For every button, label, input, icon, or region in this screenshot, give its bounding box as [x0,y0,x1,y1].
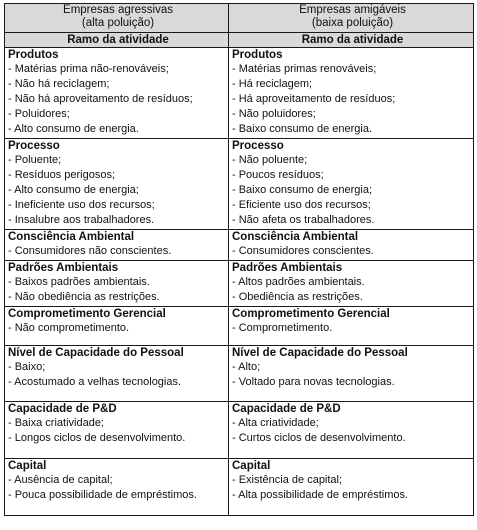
table-row [5,261,474,307]
category-label: Comprometimento Gerencial [232,308,390,320]
list-item: - Alto consumo de energia; [8,184,139,196]
cell-left [5,230,229,261]
category-label: Nível de Capacidade do Pessoal [8,347,184,359]
cell-left [5,402,229,459]
list-item: - Altos padrões ambientais. [232,276,365,288]
list-item: - Insalubre aos trabalhadores. [8,214,155,226]
table-row [5,48,474,139]
list-item: - Não há reciclagem; [8,78,110,90]
cell-left [5,48,229,139]
table-row [5,307,474,346]
category-label: Capital [8,460,47,472]
list-item: - Ausência de capital; [8,474,113,486]
category-label: Processo [232,140,284,152]
list-item: - Baixo consumo de energia. [232,123,373,135]
header-friendly-line2: (baixa poluição) [311,17,394,29]
cell-left [5,261,229,307]
list-item: - Baixos padrões ambientais. [8,276,150,288]
cell-right [229,139,474,230]
list-item: - Ineficiente uso dos recursos; [8,199,155,211]
category-label: Capacidade de P&D [232,403,341,415]
list-item: - Consumidores conscientes. [232,245,374,257]
cell-left [5,459,229,516]
category-label: Consciência Ambiental [232,231,359,243]
category-label: Comprometimento Gerencial [8,308,166,320]
list-item: - Há reciclagem; [232,78,313,90]
category-label: Consciência Ambiental [8,231,135,243]
list-item: - Poucos resíduos; [232,169,324,181]
cell-left [5,139,229,230]
list-item: - Baixa criatividade; [8,417,104,429]
list-item: - Alta possibilidade de empréstimos. [232,489,409,501]
table-row [5,139,474,230]
category-label: Produtos [8,49,59,61]
list-item: - Pouca possibilidade de empréstimos. [8,489,197,501]
cell-right [229,346,474,402]
list-item: - Eficiente uso dos recursos; [232,199,371,211]
header-aggressive [5,4,229,33]
list-item: - Baixo; [8,361,46,373]
cell-left [5,346,229,402]
list-item: - Poluidores; [8,108,70,120]
table-row [5,402,474,459]
cell-right [229,48,474,139]
list-item: - Acostumado a velhas tecnologias. [8,376,182,388]
list-item: - Não obediência as restrições. [8,291,160,303]
cell-right [229,459,474,516]
list-item: - Resíduos perigosos; [8,169,115,181]
list-item: - Curtos ciclos de desenvolvimento. [232,432,406,444]
list-item: - Alto; [232,361,261,373]
list-item: - Não poluente; [232,154,308,166]
category-label: Capacidade de P&D [8,403,117,415]
header-aggressive-line2: (alta poluição) [81,17,155,29]
cell-right [229,230,474,261]
list-item: - Comprometimento. [232,322,333,334]
list-item: - Poluente; [8,154,62,166]
subheader-right: Ramo da atividade [229,33,474,48]
list-item: - Alto consumo de energia. [8,123,139,135]
list-item: - Não há aproveitamento de resíduos; [8,93,193,105]
category-label: Padrões Ambientais [232,262,343,274]
table-row [5,459,474,516]
list-item: - Matérias prima não-renováveis; [8,63,169,75]
list-item: - Não afeta os trabalhadores. [232,214,375,226]
list-item: - Voltado para novas tecnologias. [232,376,395,388]
list-item: - Não comprometimento. [8,322,130,334]
category-label: Capital [232,460,271,472]
table-row [5,346,474,402]
list-item: - Alta criatividade; [232,417,319,429]
subheader-left: Ramo da atividade [5,33,229,48]
list-item: - Matérias primas renováveis; [232,63,377,75]
cell-right [229,261,474,307]
list-item: - Baixo consumo de energia; [232,184,373,196]
category-label: Padrões Ambientais [8,262,119,274]
list-item: - Não poluidores; [232,108,316,120]
cell-left [5,307,229,346]
table-row [5,230,474,261]
cell-right [229,402,474,459]
category-label: Processo [8,140,60,152]
header-aggressive-line1: Empresas agressivas [63,4,173,16]
category-label: Nível de Capacidade do Pessoal [232,347,408,359]
list-item: - Existência de capital; [232,474,343,486]
header-friendly [229,4,474,33]
list-item: - Obediência as restrições. [232,291,363,303]
list-item: - Longos ciclos de desenvolvimento. [8,432,186,444]
comparison-table [4,3,474,516]
category-label: Produtos [232,49,283,61]
header-friendly-line1: Empresas amigáveis [299,4,406,16]
cell-right [229,307,474,346]
subheader-row [5,33,474,48]
header-row [5,4,474,33]
list-item: - Há aproveitamento de resíduos; [232,93,396,105]
list-item: - Consumidores não conscientes. [8,245,172,257]
